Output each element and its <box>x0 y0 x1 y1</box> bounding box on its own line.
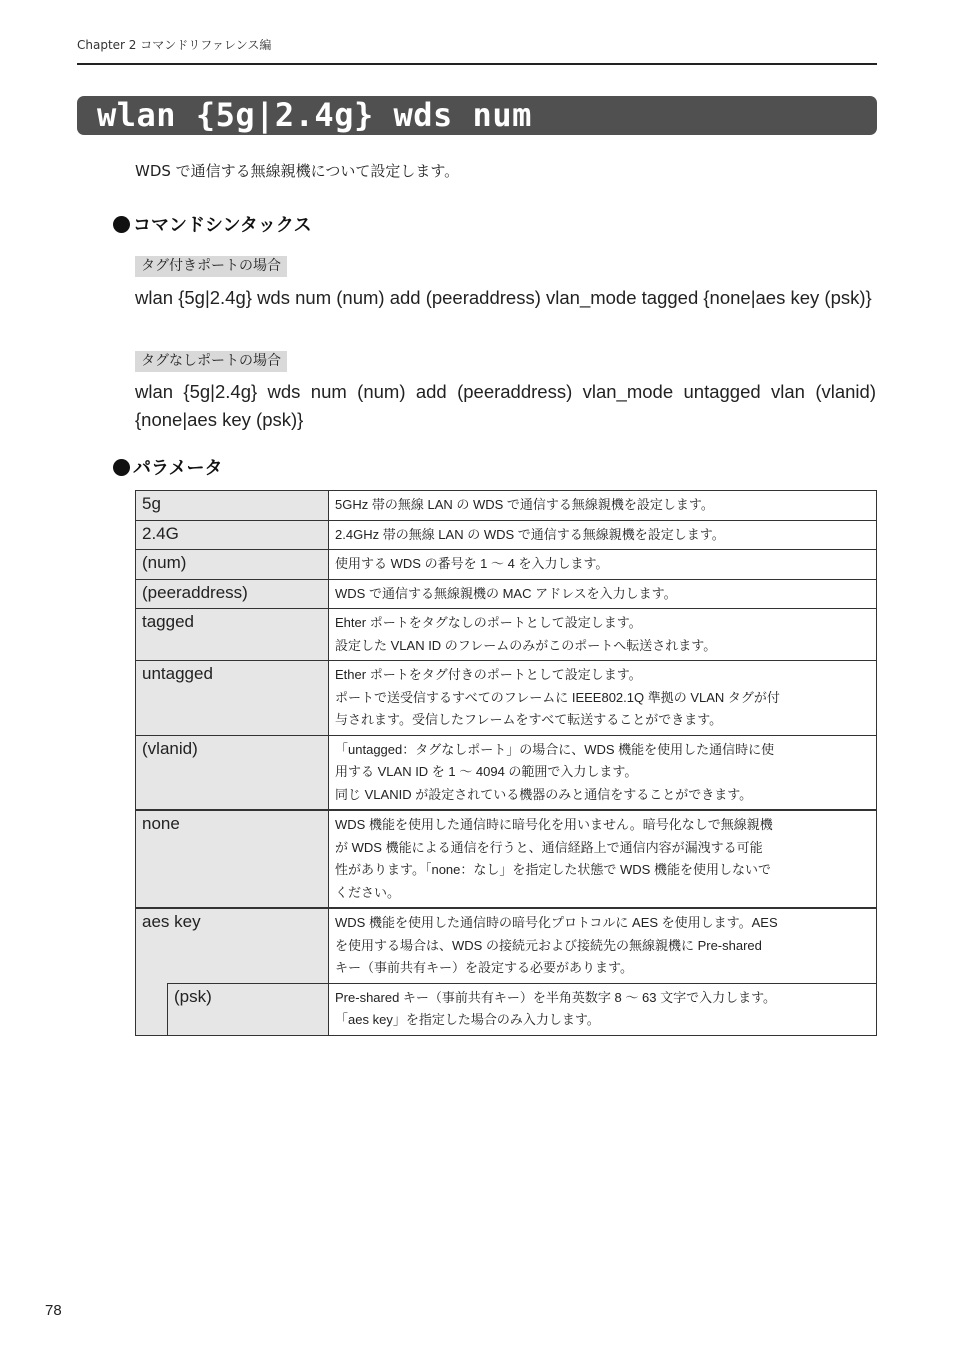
param-name: 2.4G <box>136 520 329 550</box>
param-name: 5g <box>136 491 329 521</box>
desc-line: ください。 <box>335 884 401 900</box>
table-row <box>136 983 877 1035</box>
desc-line: 同じ VLANID が設定されている機器のみと通信をすることができます。 <box>335 786 753 802</box>
param-name: untagged <box>136 661 329 736</box>
param-desc <box>329 810 877 908</box>
param-name: (num) <box>136 550 329 580</box>
desc-line: が WDS 機能による通信を行うと、通信経路上で通信内容が漏洩する可能 <box>335 839 763 855</box>
desc-line: 5GHz 帯の無線 LAN の WDS で通信する無線親機を設定します。 <box>335 497 714 512</box>
desc-line: 性があります。「none：なし」を指定した状態で WDS 機能を使用しないで <box>335 862 771 877</box>
param-desc <box>329 579 877 609</box>
indent-cell <box>136 983 168 1035</box>
param-name: (vlanid) <box>136 735 329 810</box>
title-bar <box>77 96 877 135</box>
untagged-syntax: wlan {5g|2.4g} wds num (num) add (peeraddress) vlan_mode untagged vlan (vlanid) {none|aes key (psk)} <box>135 381 876 430</box>
desc-line: Ether ポートをタグ付きのポートとして設定します。 <box>335 667 642 682</box>
desc-line: 設定した VLAN ID のフレームのみがこのポートへ転送されます。 <box>335 637 717 653</box>
tagged-syntax: wlan {5g|2.4g} wds num (num) add (peeraddress) vlan_mode tagged {none|aes key (psk)} <box>135 287 872 308</box>
bullet-icon <box>113 459 130 476</box>
param-desc <box>329 550 877 580</box>
desc-line: WDS で通信する無線親機の MAC アドレスを入力します。 <box>335 585 677 601</box>
param-name: tagged <box>136 609 329 661</box>
tagged-label: タグ付きポートの場合 <box>135 256 287 277</box>
desc-line: 2.4GHz 帯の無線 LAN の WDS で通信する無線親機を設定します。 <box>335 526 725 542</box>
param-desc <box>329 735 877 810</box>
syntax-heading <box>113 211 312 237</box>
desc-line: WDS 機能を使用した通信時の暗号化プロトコルに AES を使用します。AES <box>335 915 778 930</box>
desc-line: 用する VLAN ID を 1 〜 4094 の範囲で入力します。 <box>335 764 638 779</box>
bullet-icon <box>113 216 130 233</box>
table-row <box>136 735 877 810</box>
desc-line: Pre-shared キー（事前共有キー）を半角英数字 8 〜 63 文字で入力します。 <box>335 989 777 1005</box>
syntax-heading-text: コマンドシンタックス <box>133 215 312 236</box>
table-row <box>136 520 877 550</box>
param-desc <box>329 609 877 661</box>
header-rule <box>77 63 877 65</box>
params-heading-text: パラメータ <box>133 458 223 479</box>
param-name: aes key <box>136 908 329 983</box>
table-row <box>136 579 877 609</box>
param-name: (peeraddress) <box>136 579 329 609</box>
desc-line: キー（事前共有キー）を設定する必要があります。 <box>335 960 633 975</box>
table-row <box>136 491 877 521</box>
param-desc <box>329 983 877 1035</box>
param-desc <box>329 661 877 736</box>
chapter-header: Chapter 2 コマンドリファレンス編 <box>77 38 272 52</box>
page-number: 78 <box>45 1302 62 1319</box>
table-row <box>136 908 877 983</box>
desc-line: ポートで送受信するすべてのフレームに IEEE802.1Q 準拠の VLAN タグが付 <box>335 689 780 705</box>
table-row <box>136 609 877 661</box>
param-desc <box>329 908 877 983</box>
param-name: (psk) <box>168 983 329 1035</box>
param-name: none <box>136 810 329 908</box>
untagged-label: タグなしポートの場合 <box>135 351 287 372</box>
desc-line: 与されます。受信したフレームをすべて転送することができます。 <box>335 712 723 727</box>
desc-line: 「untagged：タグなしポート」の場合に、WDS 機能を使用した通信時に使 <box>335 741 775 757</box>
parameter-table <box>135 490 877 1036</box>
desc-line: WDS 機能を使用した通信時に暗号化を用いません。暗号化なしで無線親機 <box>335 817 773 832</box>
table-row <box>136 810 877 908</box>
param-desc <box>329 520 877 550</box>
description: WDS で通信する無線親機について設定します。 <box>135 162 460 180</box>
page-title: wlan {5g|2.4g} wds num <box>97 96 532 134</box>
desc-line: 使用する WDS の番号を 1 〜 4 を入力します。 <box>335 556 609 571</box>
params-heading <box>113 454 222 480</box>
table-row <box>136 661 877 736</box>
table-row <box>136 550 877 580</box>
param-desc <box>329 491 877 521</box>
desc-line: 「aes key」を指定した場合のみ入力します。 <box>335 1012 600 1027</box>
desc-line: Ehter ポートをタグなしのポートとして設定します。 <box>335 615 642 630</box>
desc-line: を使用する場合は、WDS の接続元および接続先の無線親機に Pre-shared <box>335 937 762 953</box>
